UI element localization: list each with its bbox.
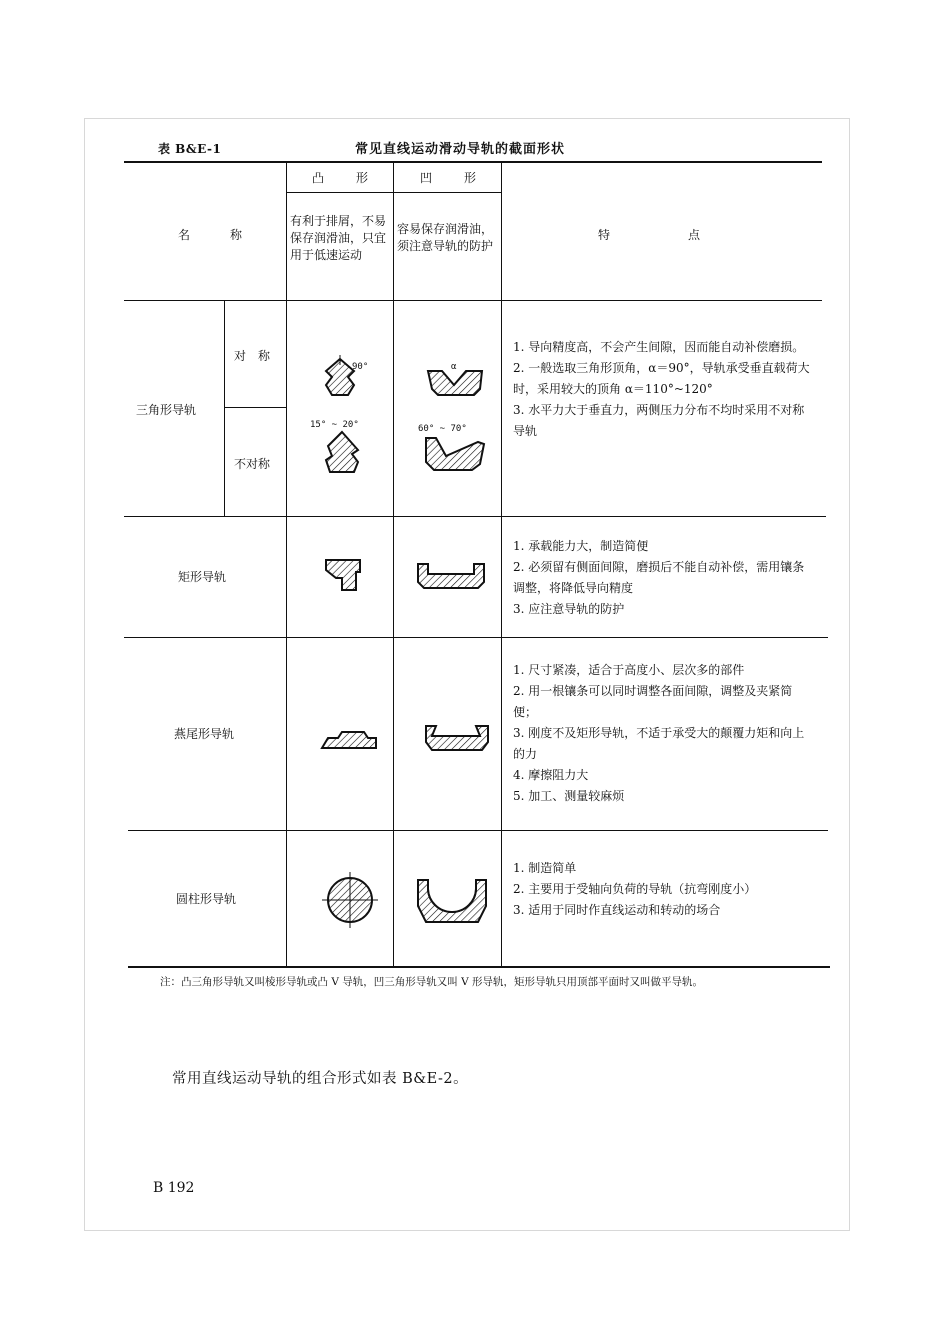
label-alpha: α [451,362,457,372]
row-triangle-name: 三角形导轨 [136,403,197,417]
convex-triangle-asymmetric-shape [318,428,378,478]
row-rect-features [513,536,813,620]
feature-item: 3. 应注意导轨的防护 [513,602,625,616]
convex-rect-shape [322,556,366,596]
triangle-sub-divider [224,300,225,516]
concave-dovetail-shape [422,722,492,756]
row-cylinder-features [513,858,813,921]
header-features: 特 点 [598,228,719,242]
feature-item: 2. 用一根镶条可以同时调整各面间隙，调整及夹紧简便； [513,684,793,719]
feature-item: 2. 一般选取三角形顶角，α＝90°，导轨承受垂直载荷大时，采用较大的顶角 α＝110°~120° [513,361,810,396]
table-note: 注：凸三角形导轨又叫棱形导轨或凸 V 导轨，凹三角形导轨又叫 V 形导轨，矩形导轨只用顶部平面时又叫做平导轨。 [160,976,704,988]
col-divider-1 [286,161,287,966]
row-dovetail-name: 燕尾形导轨 [174,727,235,741]
feature-item: 1. 导向精度高，不会产生间隙，因而能自动补偿磨损。 [513,340,805,354]
convex-triangle-symmetric-shape [318,355,378,403]
header-bottom-rule [124,300,822,301]
row-rect-name: 矩形导轨 [178,570,227,584]
table-bottom-rule [128,966,830,968]
concave-triangle-asymmetric-shape [420,434,490,474]
row-rule-1 [124,516,826,517]
feature-item: 3. 水平力大于垂直力，两侧压力分布不均时采用不对称导轨 [513,403,805,438]
feature-item: 4. 摩擦阻力大 [513,768,589,782]
table-title: 常见直线运动滑动导轨的截面形状 [355,142,566,157]
label-90deg: 90° [352,362,369,372]
row-triangle-asym: 不对称 [234,457,271,471]
feature-item: 1. 承载能力大，制造简便 [513,539,649,553]
header-convex: 凸 形 [312,171,379,185]
feature-item: 5. 加工、测量较麻烦 [513,789,625,803]
col-divider-2 [393,161,394,966]
feature-item: 3. 适用于同时作直线运动和转动的场合 [513,903,721,917]
feature-item: 2. 必须留有侧面间隙，磨损后不能自动补偿，需用镶条调整，将降低导向精度 [513,560,805,595]
feature-item: 1. 制造简单 [513,861,577,875]
row-cylinder-name: 圆柱形导轨 [176,892,237,906]
col-divider-3 [501,161,502,966]
label-60-70deg: 60° ~ 70° [418,424,467,434]
triangle-sub-rule [224,407,286,408]
row-rule-3 [128,830,828,831]
row-triangle-features [513,337,813,442]
concave-triangle-symmetric-shape [424,365,488,401]
table-top-rule [124,161,822,163]
page-number: B 192 [153,1180,195,1196]
feature-item: 1. 尺寸紧凑，适合于高度小、层次多的部件 [513,663,745,677]
row-rule-2 [124,637,828,638]
label-15-20deg: 15° ~ 20° [310,420,359,430]
convex-cylinder-shape [318,870,382,930]
row-dovetail-features [513,660,813,807]
header-name: 名 称 [178,228,257,242]
header-concave-desc: 容易保存润滑油，须注意导轨的防护 [397,222,494,253]
header-concave: 凹 形 [420,171,487,185]
table-number: 表 B&E-1 [158,142,222,156]
concave-rect-shape [414,560,488,592]
row-triangle-sym: 对 称 [234,349,271,363]
feature-item: 2. 主要用于受轴向负荷的导轨（抗弯刚度小） [513,882,757,896]
convex-dovetail-shape [318,728,380,754]
body-paragraph: 常用直线运动导轨的组合形式如表 B&E-2。 [172,1071,469,1087]
concave-cylinder-shape [414,876,490,928]
feature-item: 3. 刚度不及矩形导轨，不适于承受大的颠覆力矩和向上的力 [513,726,805,761]
header-convex-desc: 有利于排屑，不易保存润滑油，只宜用于低速运动 [290,214,387,262]
